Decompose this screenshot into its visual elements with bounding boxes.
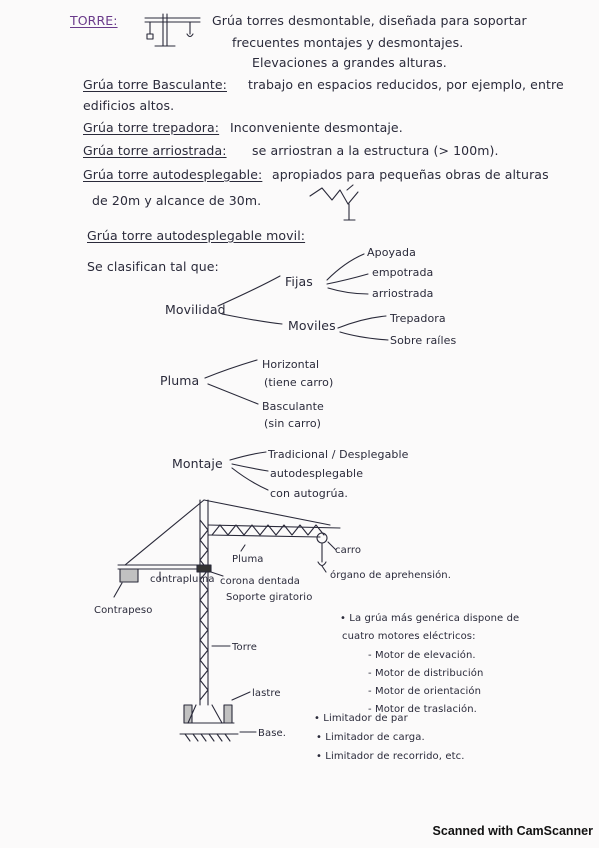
tree-fijas: Fijas bbox=[285, 274, 313, 289]
tree-movilidad: Movilidad bbox=[165, 302, 226, 317]
tipo-basculante-text: trabajo en espacios reducidos, por ejemplo, entre bbox=[248, 77, 564, 92]
tree-sin-carro: (sin carro) bbox=[264, 417, 322, 430]
crane-label-corona: corona dentada bbox=[220, 576, 301, 587]
crane-label-contrapeso: Contrapeso bbox=[94, 605, 153, 616]
small-crane-icon bbox=[145, 14, 200, 46]
tipo-autodesplegable-text: apropiados para pequeñas obras de alturas bbox=[272, 167, 549, 182]
tipo-trepadora-text: Inconveniente desmontaje. bbox=[230, 120, 403, 135]
notes-motor-2: - Motor de distribución bbox=[368, 668, 484, 679]
crane-label-carro: carro bbox=[335, 545, 362, 556]
crane-label-lastre: lastre bbox=[252, 688, 281, 699]
tree-autodesplegable: autodesplegable bbox=[270, 467, 364, 480]
tree-branches-pluma bbox=[205, 360, 258, 404]
torre-desc-line2: frecuentes montajes y desmontajes. bbox=[232, 35, 464, 50]
torre-desc-line3: Elevaciones a grandes alturas. bbox=[252, 55, 447, 70]
movil-intro: Se clasifican tal que: bbox=[87, 259, 219, 274]
tree-horizontal: Horizontal bbox=[262, 358, 320, 371]
tree-basculante: Basculante bbox=[262, 400, 324, 413]
crane-label-contrapluma: contrapluma bbox=[150, 574, 215, 585]
notes-limit-3: • Limitador de recorrido, etc. bbox=[316, 751, 465, 762]
tipo-basculante-text-cont: edificios altos. bbox=[83, 98, 175, 113]
small-autodesplegable-icon bbox=[310, 185, 358, 220]
tipo-arriostrada-name: Grúa torre arriostrada: bbox=[83, 143, 227, 158]
torre-heading: TORRE: bbox=[70, 13, 118, 28]
notes-limit-1: • Limitador de par bbox=[314, 713, 408, 724]
tree-apoyada: Apoyada bbox=[367, 246, 416, 259]
tree-arriostrada: arriostrada bbox=[372, 287, 434, 300]
tree-empotrada: empotrada bbox=[372, 266, 434, 279]
notes-intro-2: cuatro motores eléctricos: bbox=[342, 631, 476, 642]
tree-sobre-railes: Sobre raíles bbox=[390, 334, 457, 347]
notes-motor-3: - Motor de orientación bbox=[368, 686, 482, 697]
tree-pluma: Pluma bbox=[160, 373, 200, 388]
tree-moviles: Moviles bbox=[288, 318, 336, 333]
tipo-autodesplegable-name: Grúa torre autodesplegable: bbox=[83, 167, 263, 182]
crane-label-base: Base. bbox=[258, 728, 287, 739]
tree-trepadora: Trepadora bbox=[390, 312, 446, 325]
tipo-basculante-name: Grúa torre Basculante: bbox=[83, 77, 227, 92]
tree-branches-movilidad bbox=[218, 254, 388, 340]
tree-tiene-carro: (tiene carro) bbox=[264, 376, 334, 389]
crane-label-pluma: Pluma bbox=[232, 554, 264, 565]
tree-montaje: Montaje bbox=[172, 456, 223, 471]
crane-label-organo: órgano de aprehensión. bbox=[330, 570, 452, 581]
notes-motor-4: - Motor de traslación. bbox=[368, 704, 477, 715]
tree-con-autogrua: con autogrúa. bbox=[270, 487, 349, 500]
tree-branches-montaje bbox=[230, 452, 268, 490]
crane-label-soporte: Soporte giratorio bbox=[226, 592, 313, 603]
tree-tradicional: Tradicional / Desplegable bbox=[268, 448, 409, 461]
tipo-trepadora-name: Grúa torre trepadora: bbox=[83, 120, 220, 135]
notes-limit-2: • Limitador de carga. bbox=[316, 732, 425, 743]
crane-label-torre: Torre bbox=[232, 642, 258, 653]
notes-intro-1: • La grúa más genérica dispone de bbox=[340, 613, 520, 624]
tower-crane-diagram bbox=[114, 500, 340, 741]
torre-desc-line1: Grúa torres desmontable, diseñada para soportar bbox=[212, 13, 527, 28]
movil-heading: Grúa torre autodesplegable movil: bbox=[87, 228, 306, 243]
scanner-watermark: Scanned with CamScanner bbox=[432, 824, 593, 838]
notes-motor-1: - Motor de elevación. bbox=[368, 650, 476, 661]
tipo-arriostrada-text: se arriostran a la estructura (> 100m). bbox=[252, 143, 499, 158]
tipo-autodesplegable-text-cont: de 20m y alcance de 30m. bbox=[92, 193, 262, 208]
